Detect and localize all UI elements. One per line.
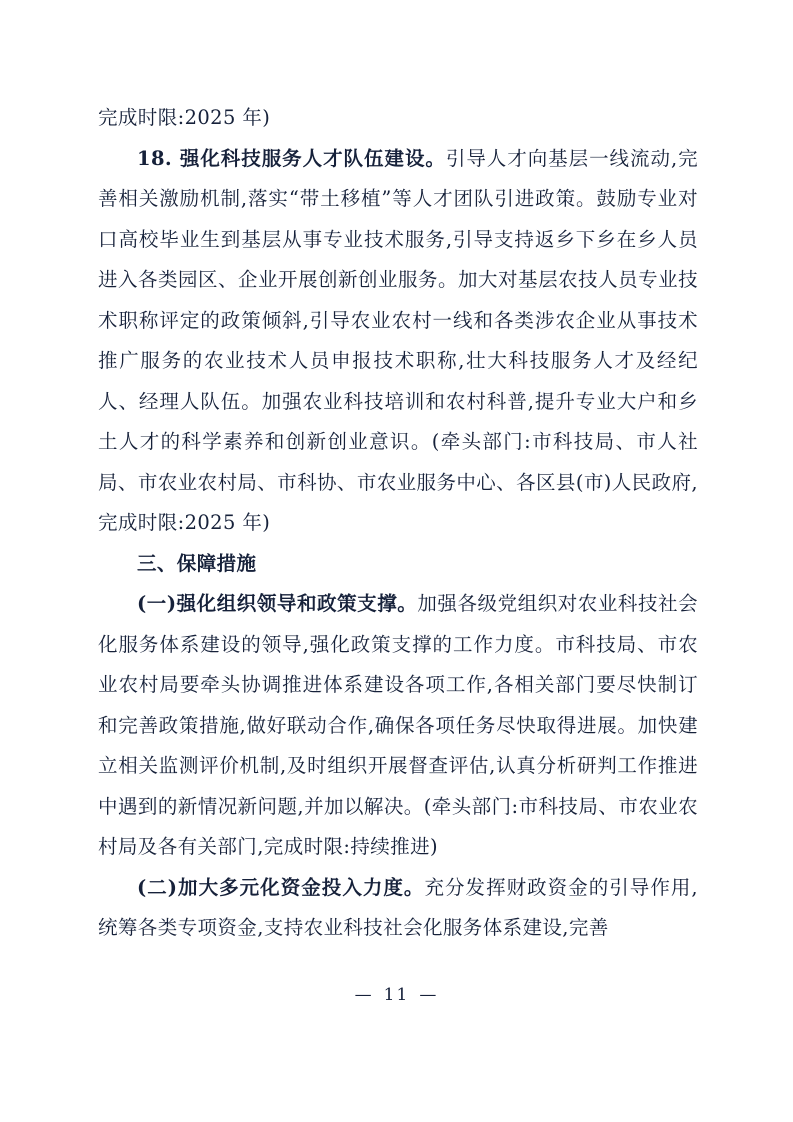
- section-heading-three: 三、保障措施: [137, 551, 257, 575]
- paragraph-continuation: 完成时限:2025 年): [98, 106, 271, 129]
- paragraph-measure-2-body: 充分发挥财政资金的引导作用,统筹各类专项资金,支持农业科技社会化服务体系建设,完善: [98, 875, 699, 939]
- footer-page-number: 11: [383, 985, 410, 1005]
- paragraph-measure-1-body: 加强各级党组织对农业科技社会化服务体系建设的领导,强化政策支撑的工作力度。市科技局、市农业农村局要牵头协调推进体系建设各项工作,各相关部门要尽快制订和完善政策措施,做好联动合作,确保各项任务尽快取得进展。加快建立相关监测评价机制,及时组织开展督查评估,认真分析研判工作推进中遇到的新情况新问题,并加以解决。(牵头部门:市科技局、市农业农村局及各有关部门,完成时限:持续推进): [98, 592, 699, 858]
- paragraph-measure-2-lead: (二)加大多元化资金投入力度。: [137, 875, 425, 899]
- paragraph-measure-2: [98, 868, 698, 949]
- page-content: [98, 98, 698, 949]
- page-footer: [0, 985, 793, 1005]
- paragraph-item-18-lead: 18. 强化科技服务人才队伍建设。: [137, 146, 446, 170]
- paragraph-measure-1: [98, 584, 698, 868]
- paragraph-item-18-body: 引导人才向基层一线流动,完善相关激励机制,落实“带土移植”等人才团队引进政策。鼓励专业对口高校毕业生到基层从事专业技术服务,引导支持返乡下乡在乡人员进入各类园区、企业开展创新创业服务。加大对基层农技人员专业技术职称评定的政策倾斜,引导农业农村一线和各类涉农企业从事技术推广服务的农业技术人员申报技术职称,壮大科技服务人才及经纪人、经理人队伍。加强农业科技培训和农村科普,提升专业大户和乡土人才的科学素养和创新创业意识。(牵头部门:市科技局、市人社局、市农业农村局、市科协、市农业服务中心、各区县(市)人民政府,完成时限:2025 年): [98, 146, 699, 534]
- footer-right-dash: —: [419, 985, 439, 1005]
- paragraph-item-18: [98, 139, 698, 544]
- footer-left-dash: —: [354, 985, 374, 1005]
- paragraph-measure-1-lead: (一)强化组织领导和政策支撑。: [137, 592, 418, 615]
